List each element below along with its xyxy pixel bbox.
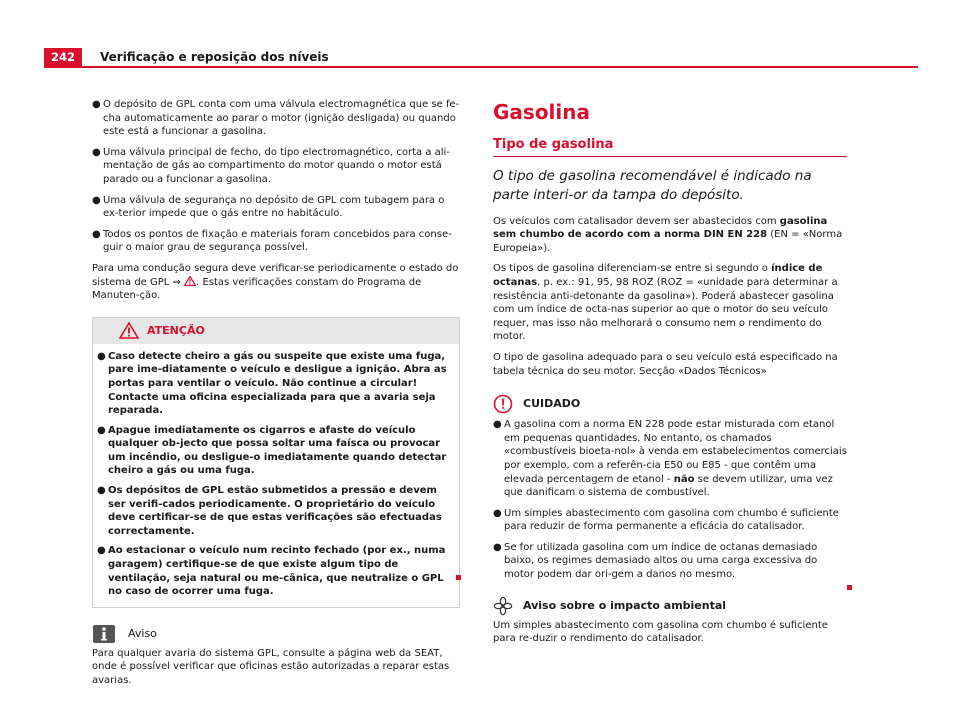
lead-paragraph: O tipo de gasolina recomendável é indicado na parte interi-or da tampa do depósito. [493,167,812,203]
left-column [92,98,460,688]
list-item: ● Ao estacionar o veículo num recinto fechado (por ex., numa garagem) certifique-se de que existe algum tipo de ventilação, seja natural ou me-cânica, que neutralize o GPL no caso de ocorrer uma fuga. [97,545,446,598]
bullet-mark: ● [97,545,106,557]
bullet-mark: ● [97,424,106,436]
leaf-icon [493,596,513,616]
warning-body [93,344,459,607]
header-divider [44,66,918,68]
page-header [0,44,960,68]
info-icon [92,624,116,644]
environment-text: Um simples abastecimento com gasolina com chumbo é suficiente para re-duzir o rendimento do catalisador. [493,619,828,645]
bullet-mark: ● [493,507,502,519]
warning-title: ATENÇÃO [147,323,205,337]
note-title: Aviso [128,627,157,641]
catalyst-paragraph: Os veículos com catalisador devem ser abastecidos com gasolina sem chumbo de acordo com a norma DIN EN 228 (EN = «Norma Europeia»). [493,215,843,254]
environment-header [493,596,847,616]
right-column [493,100,847,646]
environment-title: Aviso sobre o impacto ambiental [523,598,727,612]
list-item: ● Uma válvula de segurança no depósito de GPL com tubagem para o ex-terior impede que o gás entre no habitáculo. [92,194,445,220]
warning-box [92,317,460,608]
exclamation-icon [493,394,513,414]
fuel-type-paragraph: O tipo de gasolina adequado para o seu veículo está especificado na tabela técnica do seu motor. Secção «Dados Técnicos» [493,351,838,377]
note-header [92,624,460,644]
list-item: ● Um simples abastecimento com gasolina com chumbo é suficiente para reduzir de forma permanente a eficácia do catalisador. [493,507,839,533]
page-number: 242 [44,48,82,66]
octane-paragraph: Os tipos de gasolina diferenciam-se entre si segundo o índice de octanas, p. ex.: 91, 95, 98 ROZ (ROZ = «unidade para determinar a resistência anti-detonante da gasolina»). Poderá abastecer gasolina com um índice de octa-nas superior ao que o motor do seu veículo requer, mas isso não melhorará o consumo nem o rendimento do motor. [493,263,838,343]
list-item: ● Apague imediatamente os cigarros e afaste do veículo qualquer ob-jecto que possa soltar uma faísca ou provocar um incêndio, ou desligue-o imediatamente quando detectar cheiro a gás ou uma fuga. [97,424,447,477]
list-item: ● Todos os pontos de fixação e materiais foram concebidos para conse-guir o maior grau de segurança possível. [92,228,452,254]
bullet-mark: ● [97,485,106,497]
bullet-mark: ● [493,419,502,431]
caution-title: CUIDADO [523,397,581,411]
list-item: ● Os depósitos de GPL estão submetidos a pressão e devem ser verifi-cados periodicamente. O proprietário do veículo deve certificar-se de que estas verificações são efectuadas correctamente. [97,485,442,537]
list-item: ● Caso detecte cheiro a gás ou suspeite que existe uma fuga, pare ime-diatamente o veículo e desligue a ignição. Abra as portas para ventilar o veículo. Não continue a circular! Contacte uma oficina especializada para que a avaria seja reparada. [97,350,447,417]
subsection-title: Tipo de gasolina [493,138,847,157]
section-end-mark [456,575,461,580]
list-item: ● O depósito de GPL conta com uma válvula electromagnética que se fe-cha automaticamente ao parar o motor (ignição desligada) ou quando este está a funcionar a gasolina. [92,99,460,138]
bullet-mark: ● [92,146,101,158]
section-title: Gasolina [493,100,591,124]
list-item: ● Uma válvula principal de fecho, do tipo electromagnético, corta a ali-mentação de gás ao compartimento do motor quando o motor está parado ou a funcionar a gasolina. [92,146,450,185]
bullet-mark: ● [97,350,106,362]
list-item: ● Se for utilizada gasolina com um índice de octanas demasiado baixo, os regimes demasiado altos ou uma carga excessiva do motor podem dar ori-gem a danos no mesmo. [493,541,818,581]
bullet-mark: ● [92,228,101,240]
bullet-mark: ● [493,541,502,553]
bullet-mark: ● [92,194,101,206]
info-note [92,624,460,688]
warning-header [93,318,459,344]
caution-box [493,394,847,582]
gpl-check-paragraph: Para uma condução segura deve verificar-se periodicamente o estado do sistema de GPL ⇒ . Estas verificações constam do Programa de Manuten-ção. [92,262,459,302]
bullet-mark: ● [92,99,101,110]
warning-triangle-icon [119,322,139,339]
note-text: Para qualquer avaria do sistema GPL, consulte a página web da SEAT, onde é possível verificar que oficinas estão autorizadas a reparar estas avarias. [92,647,450,686]
list-item: ● A gasolina com a norma EN 228 pode estar misturada com etanol em pequenas quantidades. No entanto, os chamados «combustíveis bioeta-nol» à venda em estabelecimentos comerciais por exemplo, com a referên-cia E50 ou E85 - que contêm uma elevada percentagem de etanol - não se devem utilizar, uma vez que danificam o sistema de combustível. [493,419,847,499]
caution-header [493,394,847,414]
warning-triangle-icon[interactable] [184,276,196,286]
chapter-title: Verificação e reposição dos níveis [100,50,329,64]
section-end-mark [847,585,852,590]
